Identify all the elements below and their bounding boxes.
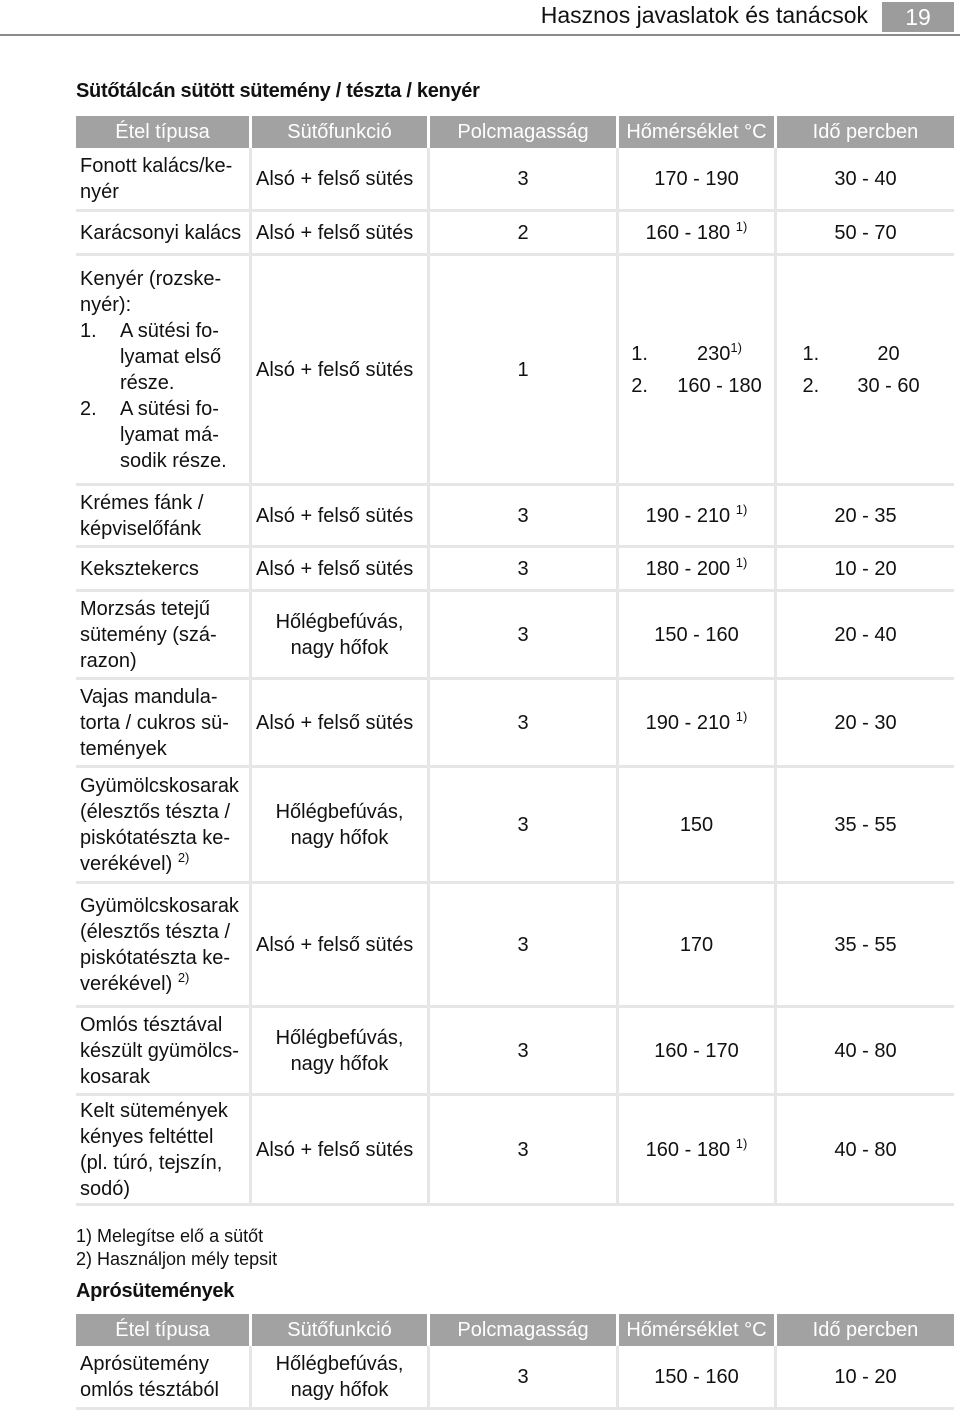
step-number: 1.: [80, 319, 97, 342]
footnote-preheat: 1) Melegítse elő a sütőt: [76, 1226, 264, 1246]
footnote-ref: 1): [730, 339, 742, 355]
step-number: 1.: [802, 342, 820, 365]
section-title-baking-tray: Sütőtálcán sütött sütemény / tészta / kenyér: [76, 80, 480, 102]
column-header: Idő percben: [777, 116, 954, 148]
time-cell: 20 - 35: [777, 486, 954, 548]
table-row: [76, 680, 954, 768]
time-cell: 10 - 20: [777, 548, 954, 592]
food-type-cell: Fonott kalács/ke- nyér: [76, 148, 252, 212]
table-row: [76, 212, 954, 256]
temperature-step: [631, 338, 762, 370]
table-header-row: [76, 1314, 954, 1346]
column-header: Polcmagasság: [430, 116, 619, 148]
bread-step: [80, 318, 245, 396]
temperature-steps: [631, 338, 762, 402]
time-steps: [803, 338, 929, 402]
shelf-level-cell: 3: [430, 768, 619, 884]
oven-function-cell: Alsó + felső sütés: [252, 548, 430, 592]
oven-function-cell: Hőlégbefúvás, nagy hőfok: [252, 768, 430, 884]
food-type-cell: Gyümölcskosarak (élesztős tészta / piskótatészta ke- verékével) $^{2)}$: [76, 768, 252, 884]
food-type-cell: Omlós tésztával készült gyümölcs- kosarak: [76, 1008, 252, 1096]
food-type-cell: Morzsás tetejű sütemény (szá- razon): [76, 592, 252, 680]
temperature-cell: 190 - 210 $^{1)}$: [619, 680, 777, 768]
shelf-level-cell: 3: [430, 884, 619, 1008]
table-header-row: [76, 116, 954, 148]
shelf-level-cell: 1: [430, 256, 619, 486]
oven-function-cell: Alsó + felső sütés: [252, 212, 430, 256]
time-cell: 10 - 20: [777, 1346, 954, 1410]
footnote-deep-tray: 2) Használjon mély tepsit: [76, 1249, 278, 1269]
oven-function-cell: Alsó + felső sütés: [252, 148, 430, 212]
footnote-ref: 1): [735, 554, 748, 570]
time-cell: 40 - 80: [777, 1008, 954, 1096]
table-row: [76, 884, 954, 1008]
temperature-cell: 150 - 160: [619, 1346, 777, 1410]
step-value: 160 - 180: [677, 374, 762, 397]
temperature-cell: 150 - 160: [619, 592, 777, 680]
column-header: Idő percben: [777, 1314, 954, 1346]
step-number: 2.: [802, 374, 820, 397]
oven-function-cell: Hőlégbefúvás, nagy hőfok: [252, 592, 430, 680]
small-cakes-table: [76, 1314, 954, 1410]
bread-steps: [80, 318, 245, 474]
shelf-level-cell: 3: [430, 486, 619, 548]
step-value: 30 - 60: [857, 374, 920, 397]
footnote-ref: 1): [735, 708, 748, 724]
food-type-cell: Vajas mandula- torta / cukros sü- temények: [76, 680, 252, 768]
shelf-level-cell: 3: [430, 1346, 619, 1410]
time-step: [803, 370, 929, 402]
bread-step: [80, 396, 245, 474]
shelf-level-cell: 3: [430, 680, 619, 768]
table-row: [76, 592, 954, 680]
table-row: [76, 486, 954, 548]
oven-function-cell: Hőlégbefúvás, nagy hőfok: [252, 1346, 430, 1410]
step-number: 2.: [631, 374, 648, 397]
table-row: [76, 768, 954, 884]
table-row: [76, 1008, 954, 1096]
column-header: Hőmérséklet °C: [619, 116, 777, 148]
temperature-cell: 170: [619, 884, 777, 1008]
table-row-bread: [76, 256, 954, 486]
column-header: Sütőfunkció: [252, 116, 430, 148]
food-type-cell: Karácsonyi kalács: [76, 212, 252, 256]
column-header: Sütőfunkció: [252, 1314, 430, 1346]
time-cell: 35 - 55: [777, 768, 954, 884]
temperature-cell: 190 - 210 $^{1)}$: [619, 486, 777, 548]
page-header-title: Hasznos javaslatok és tanácsok: [540, 2, 868, 28]
temperature-cell: 160 - 180 $^{1)}$: [619, 1096, 777, 1206]
step-text: A sütési fo- lyamat má- sodik része.: [120, 397, 227, 472]
food-type-cell: Aprósütemény omlós tésztából: [76, 1346, 252, 1410]
temperature-step: [631, 370, 762, 402]
oven-function-cell: Hőlégbefúvás, nagy hőfok: [252, 1008, 430, 1096]
time-cell: [777, 256, 954, 486]
temperature-cell: 170 - 190: [619, 148, 777, 212]
food-type-cell: Kelt sütemények kényes feltéttel (pl. túró, tejszín, sodó): [76, 1096, 252, 1206]
time-cell: 20 - 40: [777, 592, 954, 680]
column-header: Étel típusa: [76, 116, 252, 148]
section-title-small-cakes: Aprósütemények: [76, 1280, 235, 1302]
baking-table: [76, 116, 954, 1206]
oven-function-cell: Alsó + felső sütés: [252, 256, 430, 486]
column-header: Polcmagasság: [430, 1314, 619, 1346]
temperature-cell: 160 - 170: [619, 1008, 777, 1096]
table-row: [76, 1096, 954, 1206]
time-cell: 40 - 80: [777, 1096, 954, 1206]
temperature-cell: 180 - 200 $^{1)}$: [619, 548, 777, 592]
shelf-level-cell: 3: [430, 548, 619, 592]
food-type-cell: Krémes fánk / képviselőfánk: [76, 486, 252, 548]
table-row: [76, 1346, 954, 1410]
time-cell: 30 - 40: [777, 148, 954, 212]
page-number: 19: [882, 2, 954, 32]
oven-function-cell: Alsó + felső sütés: [252, 1096, 430, 1206]
temperature-cell: 160 - 180 $^{1)}$: [619, 212, 777, 256]
footnote-ref: 2): [177, 969, 190, 985]
oven-function-cell: Alsó + felső sütés: [252, 486, 430, 548]
food-type-cell: Gyümölcskosarak (élesztős tészta / piskótatészta ke- verékével) $^{2)}$: [76, 884, 252, 1008]
step-text: A sütési fo- lyamat első része.: [120, 319, 222, 394]
step-value: 20: [877, 342, 900, 365]
column-header: Étel típusa: [76, 1314, 252, 1346]
food-type-cell: Keksztekercs: [76, 548, 252, 592]
shelf-level-cell: 3: [430, 592, 619, 680]
footnote-ref: 1): [735, 1135, 748, 1151]
temperature-cell: [619, 256, 777, 486]
shelf-level-cell: 3: [430, 148, 619, 212]
oven-function-cell: Alsó + felső sütés: [252, 680, 430, 768]
time-cell: 35 - 55: [777, 884, 954, 1008]
temperature-cell: 150: [619, 768, 777, 884]
time-cell: 50 - 70: [777, 212, 954, 256]
page-header: [0, 0, 960, 36]
footnote-ref: 2): [177, 849, 190, 865]
step-number: 2.: [80, 397, 97, 420]
time-cell: 20 - 30: [777, 680, 954, 768]
step-value: 230$^{1)}$: [697, 339, 742, 365]
footnote-ref: 1): [735, 218, 748, 234]
table-row: [76, 148, 954, 212]
shelf-level-cell: 3: [430, 1008, 619, 1096]
footnote-ref: 1): [735, 501, 748, 517]
shelf-level-cell: 2: [430, 212, 619, 256]
oven-function-cell: Alsó + felső sütés: [252, 884, 430, 1008]
column-header: Hőmérséklet °C: [619, 1314, 777, 1346]
food-type-cell: [76, 256, 252, 486]
table-row: [76, 548, 954, 592]
shelf-level-cell: 3: [430, 1096, 619, 1206]
step-number: 1.: [631, 342, 648, 365]
time-step: [803, 338, 929, 370]
bread-title: Kenyér (rozske- nyér):: [80, 267, 222, 316]
